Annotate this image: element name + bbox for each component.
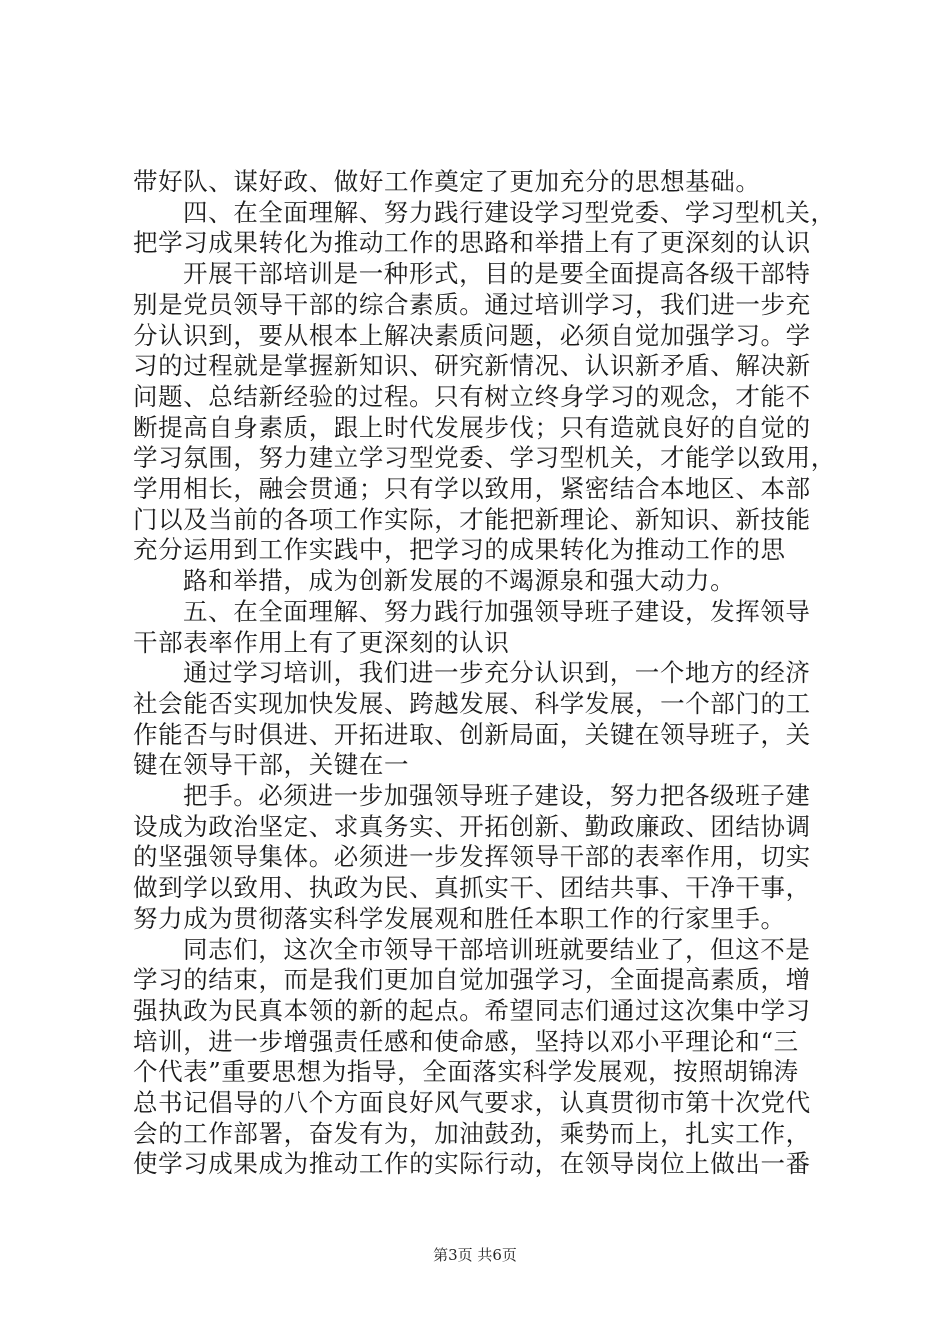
text-line: 键在领导干部，关键在一 — [133, 750, 410, 779]
text-line: 会的工作部署，奋发有为，加油鼓劲，乘势而上，扎实工作， — [133, 1119, 811, 1148]
text-line: 习的过程就是掌握新知识、研究新情况、认识新矛盾、解决新 — [133, 351, 811, 380]
text-line: 带好队、谋好政、做好工作奠定了更加充分的思想基础。 — [133, 167, 761, 196]
text-line: 把学习成果转化为推动工作的思路和举措上有了更深刻的认识 — [133, 228, 811, 257]
page-footer: 第3页 共6页 — [433, 1246, 517, 1264]
text-line: 设成为政治坚定、求真务实、开拓创新、勤政廉政、团结协调 — [133, 812, 811, 841]
text-line: 使学习成果成为推动工作的实际行动，在领导岗位上做出一番 — [133, 1149, 811, 1178]
text-line: 个代表”重要思想为指导，全面落实科学发展观，按照胡锦涛 — [133, 1057, 799, 1086]
text-line: 同志们，这次全市领导干部培训班就要结业了，但这不是 — [183, 935, 811, 964]
text-line: 作能否与时俱进、开拓进取、创新局面，关键在领导班子，关 — [133, 720, 811, 749]
text-line: 开展干部培训是一种形式，目的是要全面提高各级干部特 — [183, 259, 811, 288]
text-line: 总书记倡导的八个方面良好风气要求，认真贯彻市第十次党代 — [133, 1088, 811, 1117]
text-line: 断提高自身素质，跟上时代发展步伐；只有造就良好的自觉的 — [133, 413, 811, 442]
text-line: 社会能否实现加快发展、跨越发展、科学发展，一个部门的工 — [133, 689, 811, 718]
text-line: 做到学以致用、执政为民、真抓实干、团结共事、干净干事， — [133, 873, 811, 902]
text-line: 门以及当前的各项工作实际，才能把新理论、新知识、新技能 — [133, 505, 811, 534]
text-line: 学习的结束，而是我们更加自觉加强学习，全面提高素质，增 — [133, 965, 811, 994]
text-line: 别是党员领导干部的综合素质。通过培训学习，我们进一步充 — [133, 290, 811, 319]
text-line: 问题、总结新经验的过程。只有树立终身学习的观念，才能不 — [133, 382, 811, 411]
text-line: 努力成为贯彻落实科学发展观和胜任本职工作的行家里手。 — [133, 904, 786, 933]
text-line: 培训，进一步增强责任感和使命感，坚持以邓小平理论和“三 — [133, 1027, 799, 1056]
text-line: 学习氛围，努力建立学习型党委、学习型机关，才能学以致用， — [133, 443, 836, 472]
text-line: 充分运用到工作实践中，把学习的成果转化为推动工作的思 — [133, 535, 786, 564]
text-line: 路和举措，成为创新发展的不竭源泉和强大动力。 — [183, 566, 736, 595]
text-line: 干部表率作用上有了更深刻的认识 — [133, 628, 510, 657]
text-line: 分认识到，要从根本上解决素质问题，必须自觉加强学习。学 — [133, 321, 811, 350]
text-line: 把手。必须进一步加强领导班子建设，努力把各级班子建 — [183, 781, 811, 810]
text-line: 的坚强领导集体。必须进一步发挥领导干部的表率作用，切实 — [133, 842, 811, 871]
text-line: 学用相长，融会贯通；只有学以致用，紧密结合本地区、本部 — [133, 474, 811, 503]
text-line: 五、在全面理解、努力践行加强领导班子建设，发挥领导 — [183, 597, 811, 626]
text-line: 强执政为民真本领的新的起点。希望同志们通过这次集中学习 — [133, 996, 811, 1025]
text-line: 四、在全面理解、努力践行建设学习型党委、学习型机关， — [183, 198, 836, 227]
text-line: 通过学习培训，我们进一步充分认识到，一个地方的经济 — [183, 658, 811, 687]
